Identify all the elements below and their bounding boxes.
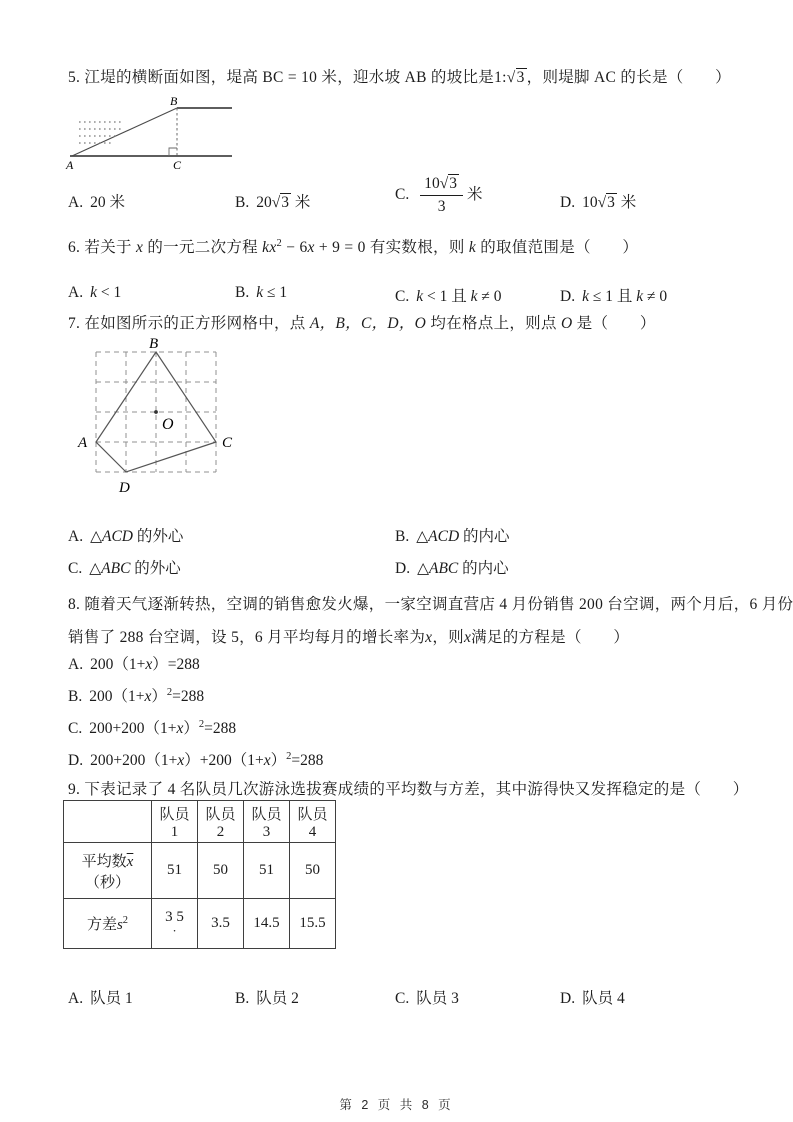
sqrt-expression: √3 [439,175,457,192]
dike-cross-section-figure [62,96,242,174]
label-C: C [173,158,182,172]
square-grid-figure [76,336,244,512]
table-header-player1: 队员 1 [152,801,198,843]
q8-option-c: C. $200+200(1+x)^2=288$ [68,718,237,737]
water-lines [79,122,121,143]
point-O-dot [154,410,158,414]
q5-options [68,172,768,226]
table-header-row [64,801,336,843]
q6-number: 6. [68,239,81,256]
q7-option-a: A. △ACD 的外心 [68,528,184,545]
q6-option-d: D. k ≤ 1 且 k ≠ 0 [560,288,668,305]
variance-value: 15.5 [290,899,336,949]
slope-AB [72,108,177,156]
sqrt-expression: √3 [506,69,525,86]
q7-number: 7. [68,315,81,332]
triangle-symbol: △ [417,560,429,577]
q6-options [68,284,768,310]
q5-option-b: B. 20√3 米 [235,194,311,211]
q8-option-b: B. $200(1+x)^2=288$ [68,686,205,705]
mean-value: 51 [152,843,198,899]
q9-option-b: B. 队员 2 [235,990,299,1007]
fraction: $\frac{10√3}{3}$ [420,174,463,217]
label-B: B [149,336,159,352]
label-A: A [78,435,88,451]
q6-option-b: B. k ≤ 1 [235,284,288,301]
mean-value: 51 [244,843,290,899]
sqrt-expression: √3 [271,194,289,211]
q7-options-row-2 [68,556,768,582]
q7-option-b: B. △ACD 的内心 [395,528,510,545]
label-D: D [119,480,130,496]
q5-option-a: A. 20 米 [68,194,125,211]
triangle-symbol: △ [90,528,102,545]
right-angle-mark [169,148,177,156]
triangle-symbol: △ [416,528,429,545]
mean-value: 50 [198,843,244,899]
table-variance-row [64,899,336,949]
q8-number: 8. [68,596,81,613]
table-header-player4: 队员 4 [290,801,336,843]
table-corner-cell [64,801,152,843]
mean-value: 50 [290,843,336,899]
q5-math-ab: AB [404,69,427,86]
q9-number: 9. [68,781,81,798]
variance-row-label: 方差$s^2$ [64,899,152,949]
question-5-stem: 5. 江堤的横断面如图，堤高 BC = 10 米，迎水坡 AB 的坡比是1:√3 ，则堤脚 AC 的长是（ ） [68,66,731,90]
label-A: A [66,158,74,172]
q7-option-c: C. △ABC 的外心 [68,560,181,577]
question-6-stem: 6. 若关于 x 的一元二次方程 $kx^2 - 6x + 9 = 0$ 有实数根，则 k 的取值范围是（ ） [68,237,639,256]
q9-option-a: A. 队员 1 [68,990,133,1007]
q7-point-list: A，B，C，D，O [309,315,427,332]
q9-options [68,986,768,1012]
q8-option-d: D. $200+200(1+x)+200(1+x)^2=288$ [68,750,324,769]
q6-option-c: C. k < 1 且 k ≠ 0 [395,288,502,305]
sqrt-expression: √3 [597,194,615,211]
mean-row-label: 平均数$\overline{x}$（秒） [64,843,152,899]
q9-option-d: D. 队员 4 [560,990,625,1007]
smudged-value: 3 5 · [165,908,184,938]
triangle-symbol: △ [89,560,102,577]
q5-option-d: D. 10√3 米 [560,194,637,211]
variance-value: 14.5 [244,899,290,949]
q7-option-d: D. △ABC 的内心 [395,560,509,577]
label-B: B [170,96,178,108]
score-table [63,800,336,949]
variance-value: 3.5 [198,899,244,949]
question-8-stem: 8. 随着天气逐渐转热，空调的销售愈发火爆，一家空调直营店 4 月份销售 200 台空调，两个月后，6 月份 销售了 288 台空调，设 5，6 月平均每月的增长率为x，则x满足的方程是（ ） [68,596,793,646]
q6-option-a: A. k < 1 [68,284,122,301]
table-header-player2: 队员 2 [198,801,244,843]
table-mean-row [64,843,336,899]
x-bar-symbol: $\overline{x}$ [126,853,134,870]
table-header-player3: 队员 3 [244,801,290,843]
label-O: O [162,416,174,433]
question-9-stem: 9. 下表记录了 4 名队员几次游泳选拔赛成绩的平均数与方差，其中游得快又发挥稳定的是（ ） [68,781,749,798]
page-footer: 第 2 页 共 8 页 [339,1098,454,1112]
q5-option-c: C. $\frac{10√3}{3}$ 米 [395,175,483,215]
question-7-stem: 7. 在如图所示的正方形网格中，点 A，B，C，D，O 均在格点上，则点 O 是（ ） [68,315,656,332]
variance-value [152,899,198,949]
q5-math-bc: BC = 10 [262,69,318,86]
s-symbol: s [116,917,123,933]
q5-number: 5. [68,69,81,86]
q5-math-ac: AC [594,69,617,86]
q9-option-c: C. 队员 3 [395,990,459,1007]
label-C: C [222,435,233,451]
q7-options-row-1 [68,524,768,550]
q8-option-a: A. 200（1+x）=288 [68,656,200,673]
